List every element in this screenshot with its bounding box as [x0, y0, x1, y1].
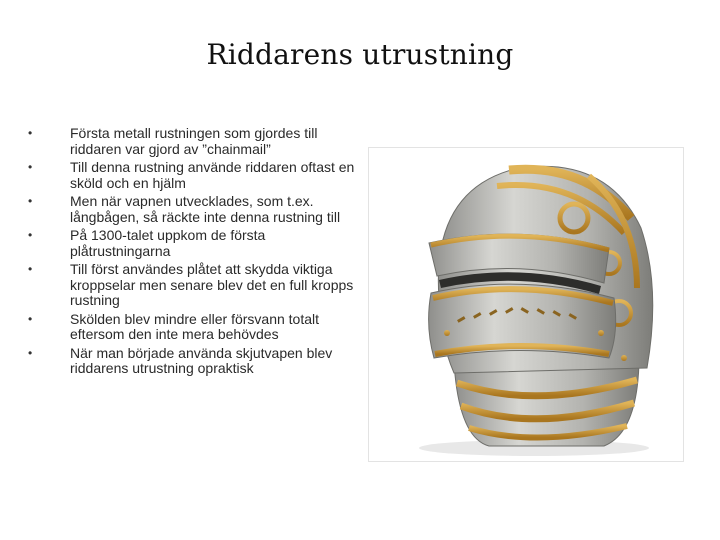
helmet-image-frame: [368, 147, 684, 462]
bullet-text: Första metall rustningen som gjordes till riddaren var gjord av ”chainmail”: [70, 125, 318, 157]
bullet-text: Till denna rustning använde riddaren oftast en sköld och en hjälm: [70, 159, 355, 191]
bullet-dot: •: [28, 345, 33, 360]
bullet-item: [28, 194, 358, 225]
bullet-dot: •: [28, 194, 33, 208]
slide-title: Riddarens utrustning: [206, 38, 514, 71]
bullet-text: Till först användes plåtet att skydda viktiga kroppselar men senare blev det en full kropps rustning: [70, 261, 354, 308]
bullet-item: [28, 312, 358, 343]
knight-helmet-image: [369, 148, 683, 461]
bullet-dot: •: [28, 311, 33, 326]
bullet-dot: •: [28, 126, 33, 140]
bullet-text: När man började använda skjutvapen blev riddarens utrustning opraktisk: [70, 344, 333, 376]
bullet-dot: •: [28, 160, 33, 174]
bullet-item: [28, 160, 358, 191]
bullet-text: Skölden blev mindre eller försvann totalt eftersom den inte mera behövdes: [70, 310, 320, 342]
bullet-item: [28, 126, 358, 157]
bullet-item: [28, 228, 358, 259]
bullet-dot: •: [28, 262, 33, 276]
bullet-item: [28, 262, 358, 309]
bullet-text: På 1300-talet uppkom de första plåtrustningarna: [70, 227, 266, 259]
bullet-dot: •: [28, 228, 33, 242]
bullet-item: [28, 346, 358, 377]
bullet-list: [28, 126, 358, 377]
bullet-text: Men när vapnen utvecklades, som t.ex. långbågen, så räckte inte denna rustning till: [70, 193, 341, 225]
